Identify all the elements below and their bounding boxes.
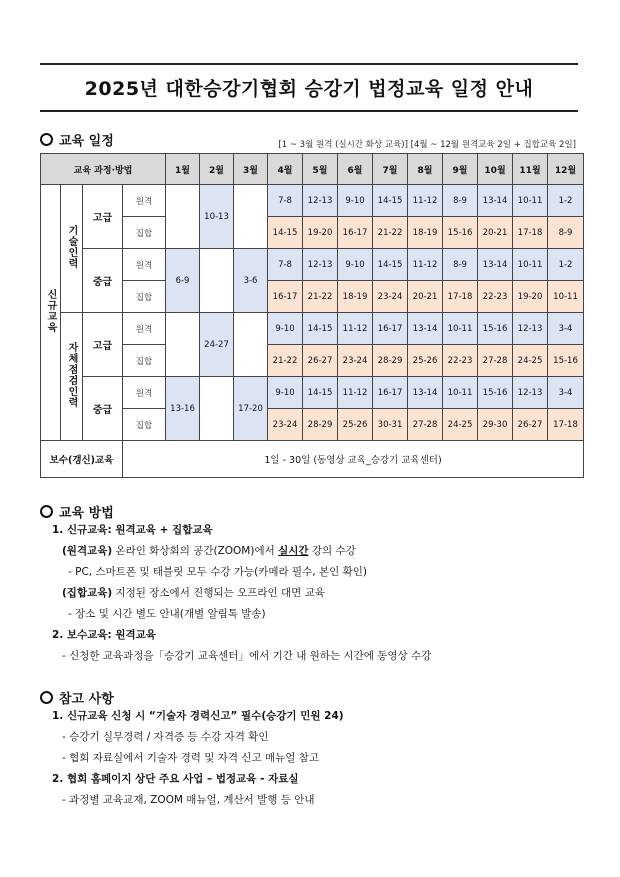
refresh-row xyxy=(41,441,584,478)
date-cell: 13-14 xyxy=(408,313,443,345)
header-month: 6월 xyxy=(338,154,373,185)
reference-line-5: - 과정별 교육교재, ZOOM 매뉴얼, 계산서 발행 등 안내 xyxy=(62,794,315,806)
schedule-note: [1 ~ 3월 원격 (실시간 화상 교육)] [4월 ~ 12월 원격교육 2일 + 집합교육 2일] xyxy=(278,140,576,150)
schedule-heading-text: 교육 일정 xyxy=(59,134,114,149)
date-cell: 22-23 xyxy=(443,345,478,377)
date-cell: 10-11 xyxy=(443,313,478,345)
date-cell: 21-22 xyxy=(373,217,408,249)
q1-date: 13-16 xyxy=(166,377,200,441)
q1-empty xyxy=(234,185,268,249)
realtime-emphasis: 실시간 xyxy=(278,545,309,557)
date-cell: 12-13 xyxy=(513,313,548,345)
group-name xyxy=(61,185,83,313)
header-month: 11월 xyxy=(513,154,548,185)
method-heading xyxy=(40,502,114,521)
date-cell: 25-26 xyxy=(408,345,443,377)
header-month: 7월 xyxy=(373,154,408,185)
schedule-table xyxy=(40,153,584,478)
date-cell: 10-11 xyxy=(513,185,548,217)
method-line-1: 1. 신규교육: 원격교육 + 집합교육 xyxy=(52,524,213,536)
method-label: 원격 xyxy=(123,185,166,217)
date-cell: 22-23 xyxy=(478,281,513,313)
level-name: 중급 xyxy=(83,249,123,313)
table-row xyxy=(41,313,584,345)
date-cell: 19-20 xyxy=(513,281,548,313)
date-cell: 11-12 xyxy=(408,185,443,217)
date-cell: 23-24 xyxy=(338,345,373,377)
date-cell: 3-4 xyxy=(548,377,584,409)
date-cell: 30-31 xyxy=(373,409,408,441)
reference-heading-text: 참고 사항 xyxy=(59,692,114,707)
q1-empty xyxy=(234,313,268,377)
refresh-value: 1일 - 30일 (동영상 교육_승강기 교육센터) xyxy=(123,441,584,478)
table-row xyxy=(41,377,584,409)
date-cell: 8-9 xyxy=(443,249,478,281)
date-cell: 27-28 xyxy=(408,409,443,441)
header-month: 2월 xyxy=(200,154,234,185)
date-cell: 16-17 xyxy=(373,377,408,409)
date-cell: 18-19 xyxy=(408,217,443,249)
method-line-7: - 신청한 교육과정을「승강기 교육센터」에서 기간 내 원하는 시간에 동영상 수강 xyxy=(62,650,432,662)
date-cell: 3-4 xyxy=(548,313,584,345)
group-name-text: 기술인력 xyxy=(66,225,77,269)
method-line-2 xyxy=(40,541,580,562)
online-label: (원격교육) xyxy=(62,545,113,557)
q1-date: 6-9 xyxy=(166,249,200,313)
date-cell: 20-21 xyxy=(408,281,443,313)
circle-bullet-icon xyxy=(40,691,53,704)
method-line-3: - PC, 스마트폰 및 태블릿 모두 수강 가능(카메라 필수, 본인 확인) xyxy=(68,566,367,578)
q1-empty xyxy=(166,185,200,249)
date-cell: 9-10 xyxy=(338,249,373,281)
table-row xyxy=(41,217,584,249)
date-cell: 8-9 xyxy=(548,217,584,249)
date-cell: 24-25 xyxy=(443,409,478,441)
date-cell: 8-9 xyxy=(443,185,478,217)
table-row xyxy=(41,249,584,281)
date-cell: 16-17 xyxy=(338,217,373,249)
date-cell: 19-20 xyxy=(303,217,338,249)
date-cell: 7-8 xyxy=(268,185,303,217)
date-cell: 14-15 xyxy=(373,249,408,281)
date-cell: 26-27 xyxy=(513,409,548,441)
circle-bullet-icon xyxy=(40,133,53,146)
online-desc: 온라인 화상회의 공간(ZOOM)에서 xyxy=(112,545,279,557)
title-box xyxy=(40,63,578,112)
date-cell: 20-21 xyxy=(478,217,513,249)
method-label: 원격 xyxy=(123,313,166,345)
date-cell: 24-25 xyxy=(513,345,548,377)
date-cell: 10-11 xyxy=(443,377,478,409)
date-cell: 17-18 xyxy=(548,409,584,441)
date-cell: 17-18 xyxy=(443,281,478,313)
date-cell: 23-24 xyxy=(373,281,408,313)
date-cell: 11-12 xyxy=(408,249,443,281)
date-cell: 9-10 xyxy=(268,377,303,409)
header-month: 9월 xyxy=(443,154,478,185)
method-line-4 xyxy=(40,583,580,604)
date-cell: 12-13 xyxy=(303,185,338,217)
q1-empty xyxy=(200,377,234,441)
refresh-label: 보수(갱신)교육 xyxy=(41,441,123,478)
reference-line-3: - 협회 자료실에서 기술자 경력 및 자격 신고 매뉴얼 참고 xyxy=(62,752,319,764)
q1-date: 10-13 xyxy=(200,185,234,249)
reference-line-1: 1. 신규교육 신청 시 “기술자 경력신고” 필수(승강기 민원 24) xyxy=(52,710,344,722)
header-course: 교육 과정·방법 xyxy=(41,154,166,185)
date-cell: 29-30 xyxy=(478,409,513,441)
date-cell: 12-13 xyxy=(513,377,548,409)
schedule-heading xyxy=(40,130,114,149)
method-body xyxy=(40,520,580,667)
level-name: 중급 xyxy=(83,377,123,441)
level-name: 고급 xyxy=(83,185,123,249)
header-month: 12월 xyxy=(548,154,584,185)
date-cell: 16-17 xyxy=(268,281,303,313)
method-heading-text: 교육 방법 xyxy=(59,506,114,521)
q1-date: 17-20 xyxy=(234,377,268,441)
date-cell: 21-22 xyxy=(303,281,338,313)
reference-line-4: 2. 협회 홈페이지 상단 주요 사업 – 법정교육 - 자료실 xyxy=(52,773,299,785)
date-cell: 9-10 xyxy=(338,185,373,217)
table-row xyxy=(41,185,584,217)
page-title: 2025년 대한승강기협회 승강기 법정교육 일정 안내 xyxy=(84,78,534,100)
date-cell: 25-26 xyxy=(338,409,373,441)
date-cell: 15-16 xyxy=(443,217,478,249)
onsite-label: (집합교육) xyxy=(62,587,113,599)
method-label: 집합 xyxy=(123,217,166,249)
date-cell: 23-24 xyxy=(268,409,303,441)
method-label: 원격 xyxy=(123,249,166,281)
table-row xyxy=(41,345,584,377)
q1-empty xyxy=(166,313,200,377)
date-cell: 15-16 xyxy=(478,313,513,345)
date-cell: 15-16 xyxy=(548,345,584,377)
date-cell: 9-10 xyxy=(268,313,303,345)
date-cell: 15-16 xyxy=(478,377,513,409)
date-cell: 13-14 xyxy=(408,377,443,409)
date-cell: 16-17 xyxy=(373,313,408,345)
date-cell: 18-19 xyxy=(338,281,373,313)
group-name-text: 자체점검인력 xyxy=(66,342,77,408)
date-cell: 27-28 xyxy=(478,345,513,377)
date-cell: 12-13 xyxy=(303,249,338,281)
table-row xyxy=(41,281,584,313)
header-month: 1월 xyxy=(166,154,200,185)
date-cell: 14-15 xyxy=(303,313,338,345)
onsite-desc: 지정된 장소에서 진행되는 오프라인 대면 교육 xyxy=(112,587,325,599)
header-month: 5월 xyxy=(303,154,338,185)
method-label: 집합 xyxy=(123,409,166,441)
q1-date: 3-6 xyxy=(234,249,268,313)
group-new-text: 신규교육 xyxy=(45,289,56,333)
date-cell: 7-8 xyxy=(268,249,303,281)
date-cell: 21-22 xyxy=(268,345,303,377)
level-name: 고급 xyxy=(83,313,123,377)
date-cell: 14-15 xyxy=(303,377,338,409)
q1-date: 24-27 xyxy=(200,313,234,377)
date-cell: 1-2 xyxy=(548,185,584,217)
table-row xyxy=(41,409,584,441)
header-month: 4월 xyxy=(268,154,303,185)
method-label: 원격 xyxy=(123,377,166,409)
date-cell: 13-14 xyxy=(478,249,513,281)
date-cell: 11-12 xyxy=(338,377,373,409)
header-month: 10월 xyxy=(478,154,513,185)
date-cell: 17-18 xyxy=(513,217,548,249)
q1-empty xyxy=(200,249,234,313)
method-label: 집합 xyxy=(123,345,166,377)
date-cell: 28-29 xyxy=(373,345,408,377)
date-cell: 10-11 xyxy=(513,249,548,281)
header-month: 3월 xyxy=(234,154,268,185)
method-line-6: 2. 보수교육: 원격교육 xyxy=(52,629,156,641)
date-cell: 26-27 xyxy=(303,345,338,377)
group-new-label xyxy=(41,185,61,441)
method-label: 집합 xyxy=(123,281,166,313)
header-month: 8월 xyxy=(408,154,443,185)
circle-bullet-icon xyxy=(40,505,53,518)
date-cell: 13-14 xyxy=(478,185,513,217)
date-cell: 10-11 xyxy=(548,281,584,313)
date-cell: 1-2 xyxy=(548,249,584,281)
reference-body xyxy=(40,706,580,811)
date-cell: 14-15 xyxy=(373,185,408,217)
method-line-5: - 장소 및 시간 별도 안내(개별 알림톡 발송) xyxy=(68,608,266,620)
group-name xyxy=(61,313,83,441)
online-desc-end: 강의 수강 xyxy=(308,545,356,557)
reference-line-2: - 승강기 실무경력 / 자격증 등 수강 자격 확인 xyxy=(62,731,269,743)
date-cell: 28-29 xyxy=(303,409,338,441)
date-cell: 11-12 xyxy=(338,313,373,345)
reference-heading xyxy=(40,688,114,707)
table-header-row xyxy=(41,154,584,185)
date-cell: 14-15 xyxy=(268,217,303,249)
